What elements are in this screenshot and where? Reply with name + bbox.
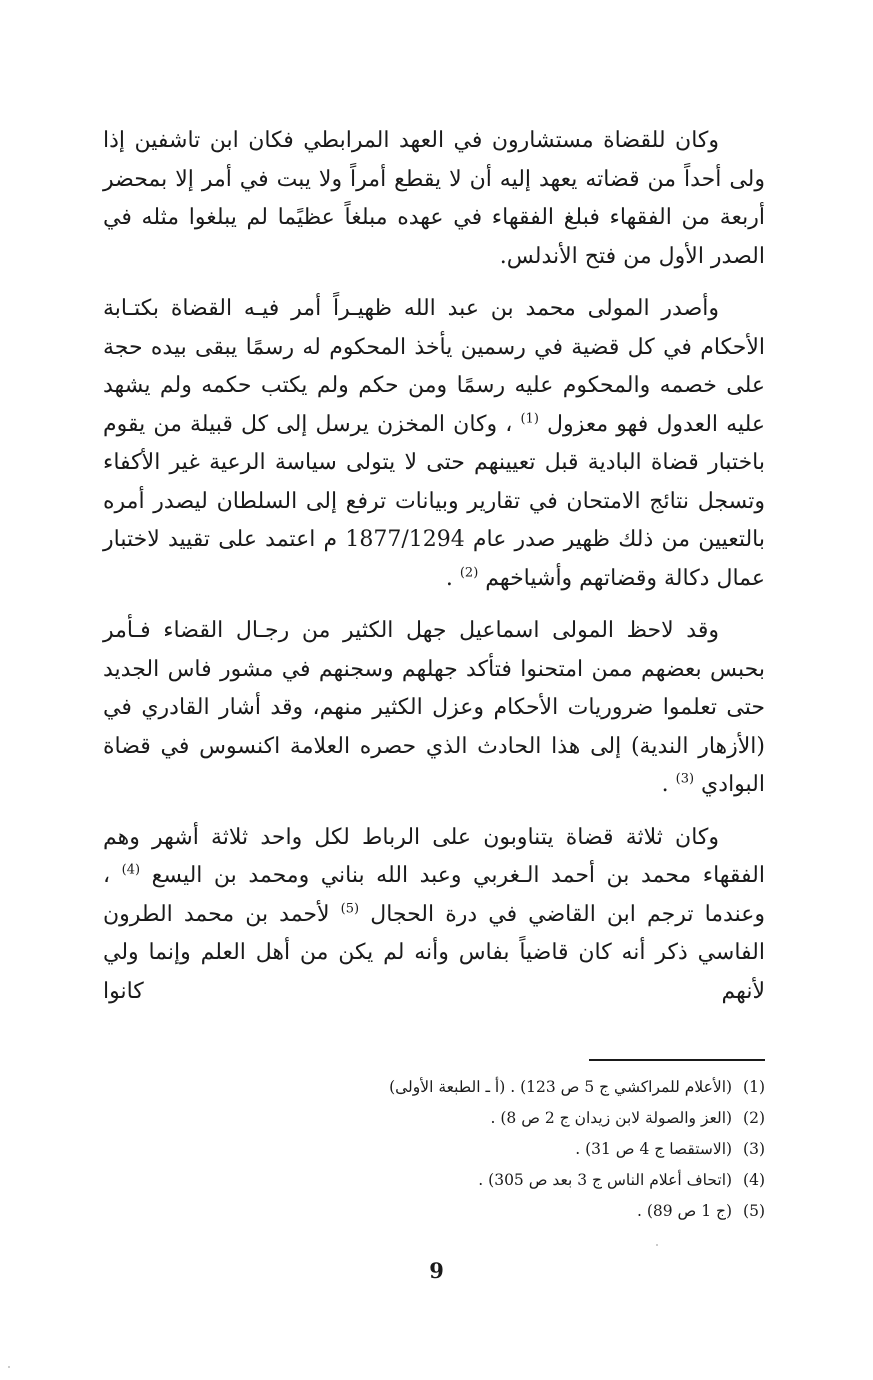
footnotes	[325, 1072, 765, 1227]
footnote-ref-1: (1)	[520, 411, 539, 427]
paragraph-1-text: وكان للقضاة مستشارون في العهد المرابطي فكان ابن تاشفين إذا ولى أحداً من قضاته يعهد إليه أن لا يقطع أمراً ولا يبت في أمر إلا بمحضر أربعة من الفقهاء فبلغ الفقهاء في عهده مبلغاً عظيًما لم يبلغوا مثله في الصدر الأول من فتح الأندلس.	[103, 128, 765, 269]
footnote-3	[325, 1134, 765, 1165]
footnote-5-number: (5)	[743, 1202, 765, 1220]
footnote-5-text: (ج 1 ص 89) .	[636, 1202, 733, 1220]
paragraph-1	[103, 122, 765, 276]
paragraph-3-text-b: .	[661, 772, 669, 797]
footnote-1-number: (1)	[743, 1078, 765, 1096]
footnote-ref-3: (3)	[675, 771, 695, 787]
paragraph-4-text-b: ، وعندما ترجم ابن القاضي في درة الحجال	[103, 863, 765, 927]
footnote-divider	[589, 1059, 765, 1061]
footnote-2	[325, 1103, 765, 1134]
footnote-5	[325, 1196, 765, 1227]
paragraph-3	[103, 612, 765, 805]
footnote-1	[325, 1072, 765, 1103]
footnote-3-text: (الاستقصا ج 4 ص 31) .	[575, 1140, 733, 1158]
paragraph-4-text-a: وكان ثلاثة قضاة يتناوبون على الرباط لكل واحد ثلاثة أشهر وهم الفقهاء محمد بن أحمد الـغربي وعبد الله بناني ومحمد بن اليسع	[103, 824, 765, 888]
footnote-ref-4: (4)	[121, 862, 141, 878]
paragraph-3-text-a: وقد لاحظ المولى اسماعيل جهل الكثير من رجـال القضاء فـأمر بحبس بعضهم ممن امتحنوا فتأكد جهلهم وسجنهم في مشور فاس الجديد حتى تعلموا ضروريات الأحكام وعزل الكثير منهم، وقد أشار القادري في (الأزهار الندية) إلى هذا الحادث الذي حصره العلامة اكنسوس في قضاة البوادي	[103, 618, 765, 797]
footnote-4-text: (اتحاف أعلام الناس ج 3 بعد ص 305) .	[478, 1171, 733, 1189]
paragraph-2-text-a: وأصدر المولى محمد بن عبد الله ظهيـراً أمر فيـه القضاة بكتـابة الأحكام في كل قضية في رسمين يأخذ المحكوم له رسمًا يبقى بيده حجة على خصمه والمحكوم عليه رسمًا ومن حكم ولم يكتب حكمه ولم يشهد عليه العدول فهو معزول	[103, 296, 765, 437]
paragraph-2-text-c: .	[445, 565, 453, 591]
paragraph-4-text-c: لأحمد بن محمد الطرون الفاسي ذكر أنه كان قاضياً بفاس وأنه لم يكن من أهل العلم وإنما ولي لأنهم كانوا	[103, 901, 765, 1004]
paragraph-2-text-b: ، وكان المخزن يرسل إلى كل قبيلة من يقوم باختبار قضاة البادية قبل تعيينهم حتى لا يتولى سياسة الرعية غير الأكفاء وتسجل نتائج الامتحان في تقارير وبيانات ترفع إلى السلطان ليصدر أمره بالتعيين من ذلك ظهير صدر عام 1877/1294 م اعتمد على تقييد لاختبار عمال دكالة وقضاتهم وأشياخهم	[103, 411, 765, 591]
scan-speck	[8, 1366, 10, 1368]
main-text	[103, 122, 765, 1025]
footnote-4-number: (4)	[743, 1171, 765, 1189]
footnote-2-number: (2)	[743, 1109, 765, 1127]
footnote-1-text: (الأعلام للمراكشي ج 5 ص 123) . (أ ـ الطبعة الأولى)	[389, 1078, 733, 1096]
paragraph-4	[103, 819, 765, 1012]
footnote-4	[325, 1165, 765, 1196]
scan-speck	[656, 1244, 658, 1246]
footnote-ref-5: (5)	[340, 901, 360, 917]
footnote-3-number: (3)	[743, 1140, 765, 1158]
footnote-2-text: (العز والصولة لابن زيدان ج 2 ص 8) .	[490, 1109, 733, 1127]
footnote-ref-2: (2)	[459, 565, 479, 581]
paragraph-2	[103, 290, 765, 598]
page-number: 9	[429, 1258, 444, 1283]
